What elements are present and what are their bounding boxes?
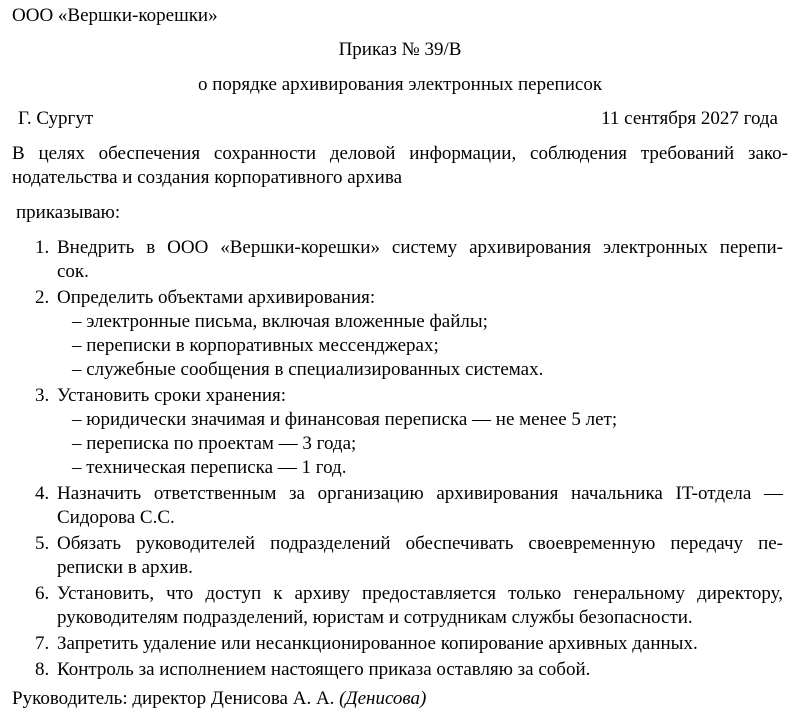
list-item	[0, 482, 783, 530]
item-number: 4.	[35, 483, 50, 504]
sub-item: – переписка по проектам — 3 года;	[72, 433, 357, 454]
list-item	[0, 286, 783, 382]
list-item	[0, 384, 783, 480]
item-line: Обязать руководителей подразделений обеспечивать своевременную передачу пе-	[57, 533, 783, 554]
item-number: 3.	[35, 385, 50, 406]
item-number: 8.	[35, 659, 50, 680]
organization-name: ООО «Вершки-корешки»	[12, 5, 218, 26]
list-item	[0, 658, 783, 682]
list-item	[0, 532, 783, 580]
item-line: Определить объектами архивирования:	[57, 287, 376, 308]
item-line: Назначить ответственным за организацию архивирования начальника IT-отдела —	[57, 483, 783, 504]
preamble-line-2: нодательства и создания корпоративного архива	[12, 167, 403, 188]
item-line: Сидорова С.С.	[57, 507, 175, 528]
sub-item: – техническая переписка — 1 год.	[72, 457, 347, 478]
list-item	[0, 236, 783, 284]
list-item	[0, 632, 783, 656]
item-line: Внедрить в ООО «Вершки-корешки» систему архивирования электронных перепи-	[57, 237, 783, 258]
order-date: 11 сентября 2027 года	[601, 108, 778, 129]
sub-item: – юридически значимая и финансовая переписка — не менее 5 лет;	[72, 409, 618, 430]
preamble-line-1: В целях обеспечения сохранности деловой информации, соблюдения требований зако-	[12, 143, 788, 164]
item-line: Контроль за исполнением настоящего приказа оставляю за собой.	[57, 659, 591, 680]
handwritten-signature: (Денисова)	[339, 688, 427, 709]
item-line: Установить сроки хранения:	[57, 385, 287, 406]
list-item	[0, 582, 783, 630]
item-number: 6.	[35, 583, 50, 604]
item-line: руководителям подразделений, юристам и сотрудникам службы безопасности.	[57, 607, 693, 628]
sub-item: – переписки в корпоративных мессенджерах;	[72, 335, 439, 356]
sub-item: – служебные сообщения в специализированных системах.	[72, 359, 544, 380]
sub-item: – электронные письма, включая вложенные файлы;	[72, 311, 488, 332]
item-number: 5.	[35, 533, 50, 554]
order-word: приказываю:	[16, 202, 121, 223]
order-subject: о порядке архивирования электронных переписок	[197, 74, 603, 95]
order-items-list	[0, 236, 800, 684]
place-date-row	[18, 107, 778, 131]
item-number: 2.	[35, 287, 50, 308]
item-line: Запретить удаление или несанкционированное копирование архивных данных.	[57, 633, 698, 654]
order-title: Приказ № 39/В	[338, 39, 462, 60]
item-number: 7.	[35, 633, 50, 654]
item-line: реписки в архив.	[57, 557, 193, 578]
city: Г. Сургут	[18, 108, 94, 129]
item-line: Установить, что доступ к архиву предоставляется только генеральному директору,	[57, 583, 783, 604]
signer: Руководитель: директор Денисова А. А.	[12, 688, 335, 709]
item-line: сок.	[57, 261, 89, 282]
item-number: 1.	[35, 237, 50, 258]
signature-line	[12, 687, 426, 711]
preamble	[12, 142, 788, 190]
